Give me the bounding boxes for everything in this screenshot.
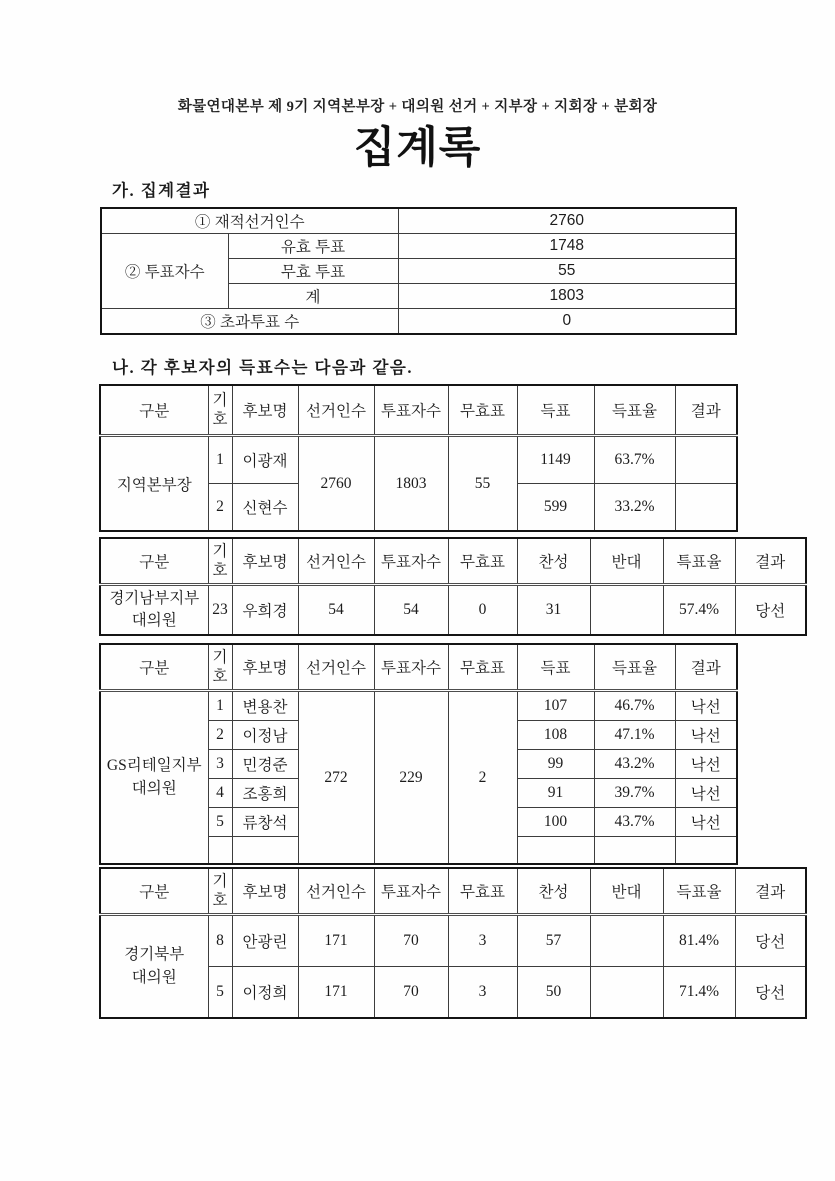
- col-header-sign-no: 기호: [208, 644, 232, 691]
- invalid-cell: 55: [448, 436, 517, 532]
- name-cell: 민경준: [232, 750, 298, 779]
- pct-cell: 57.4%: [663, 585, 735, 636]
- col-header-result: 결과: [675, 644, 737, 691]
- col-header-pct: 특표율: [663, 538, 735, 585]
- group-line2: 대의원: [131, 968, 177, 986]
- col-header-group: 구분: [100, 868, 208, 915]
- col-header-votes: 득표: [517, 644, 594, 691]
- sign-no-cell: 8: [208, 915, 232, 967]
- col-header-group: 구분: [100, 644, 208, 691]
- yes-cell: 50: [517, 967, 590, 1019]
- col-header-electorate: 선거인수: [298, 644, 374, 691]
- no-cell: [590, 585, 663, 636]
- summary-total-label: ① 재적선거인수: [101, 208, 398, 234]
- empty-cell: [517, 837, 594, 865]
- name-cell: 이정희: [232, 967, 298, 1019]
- col-header-pct: 득표율: [663, 868, 735, 915]
- yes-cell: 31: [517, 585, 590, 636]
- gs-retail-delegate-table: [99, 643, 738, 865]
- voters-cell: 70: [374, 915, 448, 967]
- col-header-pct: 득표율: [594, 644, 675, 691]
- col-header-electorate: 선거인수: [298, 538, 374, 585]
- summary-valid-value: 1748: [398, 234, 736, 259]
- summary-total-value: 2760: [398, 208, 736, 234]
- col-header-no: 반대: [590, 538, 663, 585]
- col-header-voters: 투표자수: [374, 385, 448, 436]
- section-heading-candidate-votes: 나. 각 후보자의 득표수는 다음과 같음.: [112, 358, 413, 377]
- result-cell: 낙선: [675, 691, 737, 721]
- col-header-electorate: 선거인수: [298, 868, 374, 915]
- col-header-invalid: 무효표: [448, 538, 517, 585]
- col-header-pct: 득표율: [594, 385, 675, 436]
- votes-cell: 599: [517, 484, 594, 532]
- invalid-cell: 3: [448, 915, 517, 967]
- invalid-cell: 3: [448, 967, 517, 1019]
- pct-cell: 71.4%: [663, 967, 735, 1019]
- name-cell: 류창석: [232, 808, 298, 837]
- group-cell: [100, 691, 208, 865]
- result-cell: 낙선: [675, 721, 737, 750]
- pct-cell: 39.7%: [594, 779, 675, 808]
- sign-no-cell: 2: [208, 484, 232, 532]
- col-header-sign-no: 기호: [208, 385, 232, 436]
- col-header-result: 결과: [735, 538, 806, 585]
- summary-invalid-label: 무효 투표: [228, 259, 398, 284]
- group-line1: 경기남부지부: [109, 589, 200, 607]
- pct-cell: 33.2%: [594, 484, 675, 532]
- sign-no-cell: 1: [208, 691, 232, 721]
- name-cell: 신현수: [232, 484, 298, 532]
- votes-cell: 100: [517, 808, 594, 837]
- document-header-line: 화물연대본부 제 9기 지역본부장 + 대의원 선거 + 지부장 + 지회장 + 분회장: [177, 99, 658, 115]
- name-cell: 변용찬: [232, 691, 298, 721]
- sign-no-cell: 4: [208, 779, 232, 808]
- group-line2: 대의원: [131, 612, 177, 629]
- col-header-group: 구분: [100, 538, 208, 585]
- votes-cell: 99: [517, 750, 594, 779]
- no-cell: [590, 967, 663, 1019]
- pct-cell: 47.1%: [594, 721, 675, 750]
- col-header-result: 결과: [735, 868, 806, 915]
- col-header-yes: 찬성: [517, 868, 590, 915]
- empty-cell: [594, 837, 675, 865]
- summary-sum-value: 1803: [398, 284, 736, 309]
- summary-invalid-value: 55: [398, 259, 736, 284]
- group-line2: 대의원: [131, 779, 177, 797]
- voters-cell: 1803: [374, 436, 448, 532]
- result-cell: [675, 436, 737, 484]
- col-header-invalid: 무효표: [448, 385, 517, 436]
- summary-voters-group-label: ② 투표자수: [101, 234, 228, 309]
- tally-summary-table: [100, 207, 737, 335]
- result-cell: [675, 484, 737, 532]
- col-header-yes: 찬성: [517, 538, 590, 585]
- col-header-sign-no: 기호: [208, 538, 232, 585]
- gyeonggi-south-delegate-table: [99, 537, 807, 636]
- votes-cell: 1149: [517, 436, 594, 484]
- sign-no-cell: 2: [208, 721, 232, 750]
- group-line1: GS리테일지부: [106, 757, 202, 775]
- votes-cell: 91: [517, 779, 594, 808]
- voters-cell: 54: [374, 585, 448, 636]
- sign-no-cell: 5: [208, 808, 232, 837]
- name-cell: 이정남: [232, 721, 298, 750]
- electorate-cell: 171: [298, 915, 374, 967]
- col-header-invalid: 무효표: [448, 868, 517, 915]
- empty-cell: [675, 837, 737, 865]
- invalid-cell: 2: [448, 691, 517, 865]
- empty-cell: [208, 837, 232, 865]
- col-header-voters: 투표자수: [374, 868, 448, 915]
- summary-overvote-label: ③ 초과투표 수: [101, 309, 398, 335]
- electorate-cell: 54: [298, 585, 374, 636]
- col-header-group: 구분: [100, 385, 208, 436]
- votes-cell: 107: [517, 691, 594, 721]
- result-cell: 낙선: [675, 750, 737, 779]
- pct-cell: 46.7%: [594, 691, 675, 721]
- sign-no-cell: 23: [208, 585, 232, 636]
- summary-sum-label: 계: [228, 284, 398, 309]
- result-cell: 당선: [735, 967, 806, 1019]
- pct-cell: 43.2%: [594, 750, 675, 779]
- sign-no-cell: 1: [208, 436, 232, 484]
- regional-head-vote-table: [99, 384, 738, 532]
- name-cell: 안광린: [232, 915, 298, 967]
- pct-cell: 81.4%: [663, 915, 735, 967]
- invalid-cell: 0: [448, 585, 517, 636]
- gyeonggi-north-delegate-table: [99, 867, 807, 1019]
- summary-valid-label: 유효 투표: [228, 234, 398, 259]
- col-header-invalid: 무효표: [448, 644, 517, 691]
- group-cell: [100, 915, 208, 1019]
- sign-no-cell: 3: [208, 750, 232, 779]
- result-cell: 당선: [735, 585, 806, 636]
- summary-overvote-value: 0: [398, 309, 736, 335]
- group-cell: 지역본부장: [100, 436, 208, 532]
- voters-cell: 229: [374, 691, 448, 865]
- page-title: 집계록: [353, 124, 482, 172]
- result-cell: 당선: [735, 915, 806, 967]
- electorate-cell: 2760: [298, 436, 374, 532]
- name-cell: 이광재: [232, 436, 298, 484]
- electorate-cell: 272: [298, 691, 374, 865]
- sign-no-cell: 5: [208, 967, 232, 1019]
- col-header-name: 후보명: [232, 868, 298, 915]
- section-heading-tally-result: 가. 집계결과: [112, 181, 211, 200]
- group-line1: 경기북부: [124, 946, 185, 964]
- electorate-cell: 171: [298, 967, 374, 1019]
- name-cell: 조홍희: [232, 779, 298, 808]
- col-header-no: 반대: [590, 868, 663, 915]
- result-cell: 낙선: [675, 779, 737, 808]
- col-header-voters: 투표자수: [374, 644, 448, 691]
- empty-cell: [232, 837, 298, 865]
- pct-cell: 43.7%: [594, 808, 675, 837]
- votes-cell: 108: [517, 721, 594, 750]
- col-header-name: 후보명: [232, 538, 298, 585]
- name-cell: 우희경: [232, 585, 298, 636]
- yes-cell: 57: [517, 915, 590, 967]
- pct-cell: 63.7%: [594, 436, 675, 484]
- col-header-name: 후보명: [232, 644, 298, 691]
- col-header-electorate: 선거인수: [298, 385, 374, 436]
- group-cell: [100, 585, 208, 636]
- col-header-name: 후보명: [232, 385, 298, 436]
- result-cell: 낙선: [675, 808, 737, 837]
- col-header-sign-no: 기호: [208, 868, 232, 915]
- col-header-result: 결과: [675, 385, 737, 436]
- col-header-votes: 득표: [517, 385, 594, 436]
- voters-cell: 70: [374, 967, 448, 1019]
- col-header-voters: 투표자수: [374, 538, 448, 585]
- no-cell: [590, 915, 663, 967]
